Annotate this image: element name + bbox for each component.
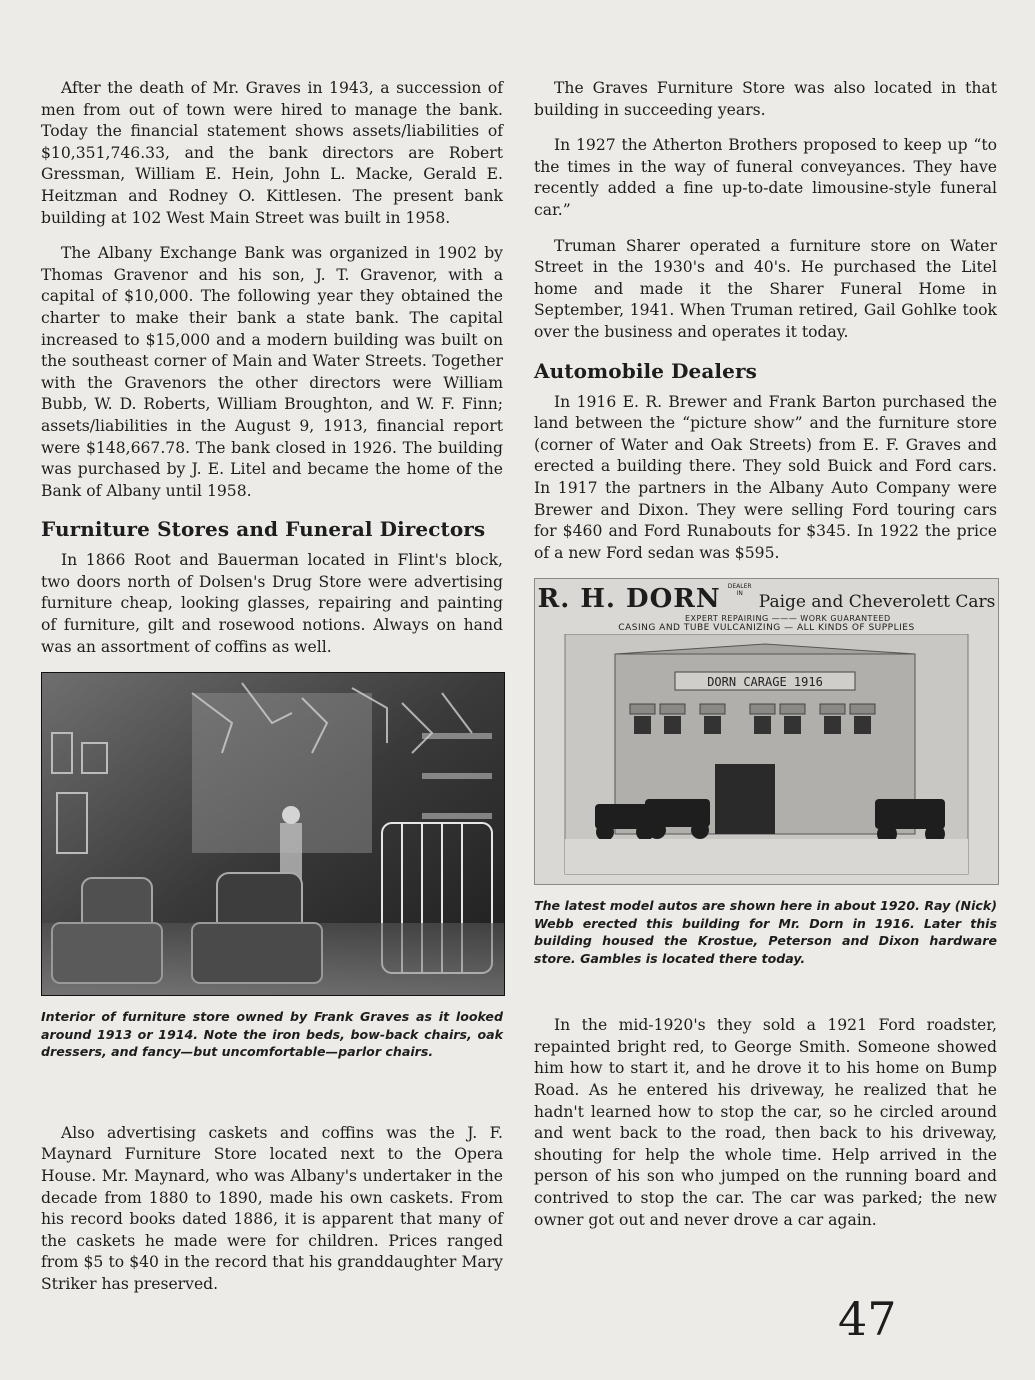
right-paragraph-2: In 1927 the Atherton Brothers proposed to keep up “to the times in the way of funeral conveyances. They have recently added a fine up-to-date limousine-style funeral car.”	[534, 136, 997, 219]
section-heading-furniture: Furniture Stores and Funeral Directors	[41, 517, 486, 542]
ad-dealer-name: R. H. DORN	[537, 584, 721, 615]
left-paragraph-2: The Albany Exchange Bank was organized in 1902 by Thomas Gravenor and his son, J. T. Gravenor, with a capital of $10,000. The following year they obtained the charter to make their bank a state bank. The capital increased to $15,000 and a modern building was built on the southeast corner of Main and Water Streets. Together with the Gravenors the other directors were William Bubb, W. D. Roberts, William Broughton, and W. F. Finn; assets/liabilities in the August 9, 1913, financial report were $148,667.78. The bank closed in 1926. The building was purchased by J. E. Litel and became the home of the Bank of Albany until 1958.	[41, 244, 503, 500]
left-paragraph-4: Also advertising caskets and coffins was the J. F. Maynard Furniture Store located next to the Opera House. Mr. Maynard, who was Albany's undertaker in the decade from 1880 to 1890, made his own caskets. From his record books dated 1886, it is apparent that many of the caskets he made were for children. Prices ranged from $5 to $40 in the record that his granddaughter Mary Striker has preserved.	[41, 1123, 503, 1293]
right-caption-gap	[534, 967, 997, 1015]
ad-expert-repairing: EXPERT REPAIRING	[685, 614, 769, 624]
right-paragraph-5: In the mid-1920's they sold a 1921 Ford roadster, repainted bright red, to George Smith. Someone showed him how to start it, and he drove it to his home on Bump Road. As he entered his driveway, he realized that he hadn't learned how to stop the car, so he circled around and went back to the road, then back to his driveway, shouting for help the whole time. Help arrived in the person of his son who jumped on the running board and contrived to stop the car. The car was parked; the new owner got out and never drove a car again.	[534, 1016, 997, 1229]
left-paragraph-3: In 1866 Root and Bauerman located in Flint's block, two doors north of Dolsen's Drug Store were advertising furniture cheap, looking glasses, repairing and painting of furniture, gilt and rosewood notions. Always on hand was an assortment of coffins as well.	[41, 551, 503, 656]
ad-work-guaranteed: WORK GUARANTEED	[800, 614, 891, 624]
dorn-garage-photo	[535, 634, 998, 879]
ad-makes: Paige and Cheverolett Cars	[758, 592, 996, 613]
page-number: 47	[838, 1292, 897, 1346]
right-column	[534, 78, 997, 1245]
right-paragraph-4: In 1916 E. R. Brewer and Frank Barton purchased the land between the “picture show” and the furniture store (corner of Water and Oak Streets) from E. F. Graves and erected a building there. They sold Buick and Ford cars. In 1917 the partners in the Albany Auto Company were Brewer and Dixon. They were selling Ford touring cars for $460 and Ford Runabouts for $345. In 1922 the price of a new Ford sedan was $595.	[534, 392, 997, 562]
furniture-photo-caption: Interior of furniture store owned by Frank Graves as it looked around 1913 or 1914. Note the iron beds, bow-back chairs, oak dressers, and fancy—but uncomfortable—parlor chairs.	[41, 1009, 503, 1060]
right-paragraph-3: Truman Sharer operated a furniture store on Water Street in the 1930's and 40's. He purchased the Litel home and made it the Sharer Funeral Home in September, 1941. When Truman retired, Gail Gohlke took over the business and operates it today.	[534, 236, 997, 341]
furniture-store-illustration	[42, 673, 504, 995]
caption-gap	[41, 1061, 503, 1123]
left-column	[41, 78, 503, 1310]
ad-supplies-line: CASING AND TUBE VULCANIZING — ALL KINDS OF SUPPLIES	[618, 623, 915, 634]
ad-dealer-in: DEALER IN	[727, 583, 752, 598]
section-heading-automobile: Automobile Dealers	[534, 358, 757, 383]
garage-sign-text: DORN CARAGE 1916	[707, 675, 823, 690]
furniture-store-photo	[41, 672, 505, 996]
ad-services-line: EXPERT REPAIRING ——— WORK GUARANTEED	[685, 614, 891, 624]
dorn-garage-ad	[534, 578, 999, 885]
dorn-photo-caption: The latest model autos are shown here in about 1920. Ray (Nick) Webb erected this building for Mr. Dorn in 1916. Later this building housed the Krostue, Peterson and Dixon hardware store. Gambles is located there today.	[534, 898, 997, 966]
ad-header	[535, 583, 998, 614]
left-paragraph-1: After the death of Mr. Graves in 1943, a succession of men from out of town were hired to manage the bank. Today the financial statement shows assets/liabilities of $10,351,746.33, and the bank directors are Robert Gressman, William E. Hein, John L. Macke, Gerald E. Heitzman and Rodney O. Kittlesen. The present bank building at 102 West Main Street was built in 1958.	[41, 79, 503, 227]
right-paragraph-1: The Graves Furniture Store was also located in that building in succeeding years.	[534, 79, 997, 119]
